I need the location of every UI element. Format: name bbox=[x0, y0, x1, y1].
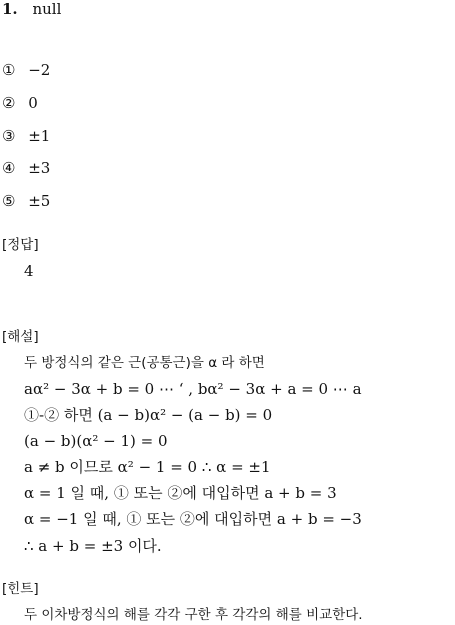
choice-text: 0 bbox=[28, 94, 38, 112]
question-text: null bbox=[32, 0, 62, 18]
hint-heading: [힌트] bbox=[2, 581, 39, 597]
question-header bbox=[2, 0, 61, 18]
choice-text: −2 bbox=[28, 61, 51, 79]
choice-4[interactable] bbox=[2, 159, 50, 177]
explanation-line-4: (a − b)(α² − 1) = 0 bbox=[24, 432, 168, 450]
explanation-line-2: aα² − 3α + b = 0 ⋯ ‘ , bα² − 3α + a = 0 ⋯ a bbox=[24, 380, 362, 398]
choice-text: ±1 bbox=[28, 127, 51, 145]
question-number: 1. bbox=[2, 0, 18, 18]
explanation-heading: [해설] bbox=[2, 329, 39, 345]
explanation-line-6: α = 1 일 때, ① 또는 ②에 대입하면 a + b = 3 bbox=[24, 484, 337, 502]
choice-text: ±3 bbox=[28, 159, 51, 177]
hint-text: 두 이차방정식의 해를 각각 구한 후 각각의 해를 비교한다. bbox=[24, 607, 363, 623]
explanation-line-3: ①-② 하면 (a − b)α² − (a − b) = 0 bbox=[24, 406, 273, 424]
choice-1[interactable] bbox=[2, 61, 50, 79]
choice-marker: ④ bbox=[2, 159, 16, 177]
choice-5[interactable] bbox=[2, 192, 50, 210]
choice-2[interactable] bbox=[2, 94, 38, 112]
choice-3[interactable] bbox=[2, 127, 50, 145]
explanation-line-8: ∴ a + b = ±3 이다. bbox=[24, 537, 162, 555]
choice-marker: ⑤ bbox=[2, 192, 16, 210]
explanation-line-5: a ≠ b 이므로 α² − 1 = 0 ∴ α = ±1 bbox=[24, 458, 271, 476]
answer-value: 4 bbox=[24, 262, 34, 280]
explanation-line-1: 두 방정식의 같은 근(공통근)을 α 라 하면 bbox=[24, 355, 265, 371]
choice-marker: ③ bbox=[2, 127, 16, 145]
choice-marker: ① bbox=[2, 61, 16, 79]
answer-heading: [정답] bbox=[2, 237, 39, 253]
choice-text: ±5 bbox=[28, 192, 51, 210]
choice-marker: ② bbox=[2, 94, 16, 112]
explanation-line-7: α = −1 일 때, ① 또는 ②에 대입하면 a + b = −3 bbox=[24, 510, 362, 528]
